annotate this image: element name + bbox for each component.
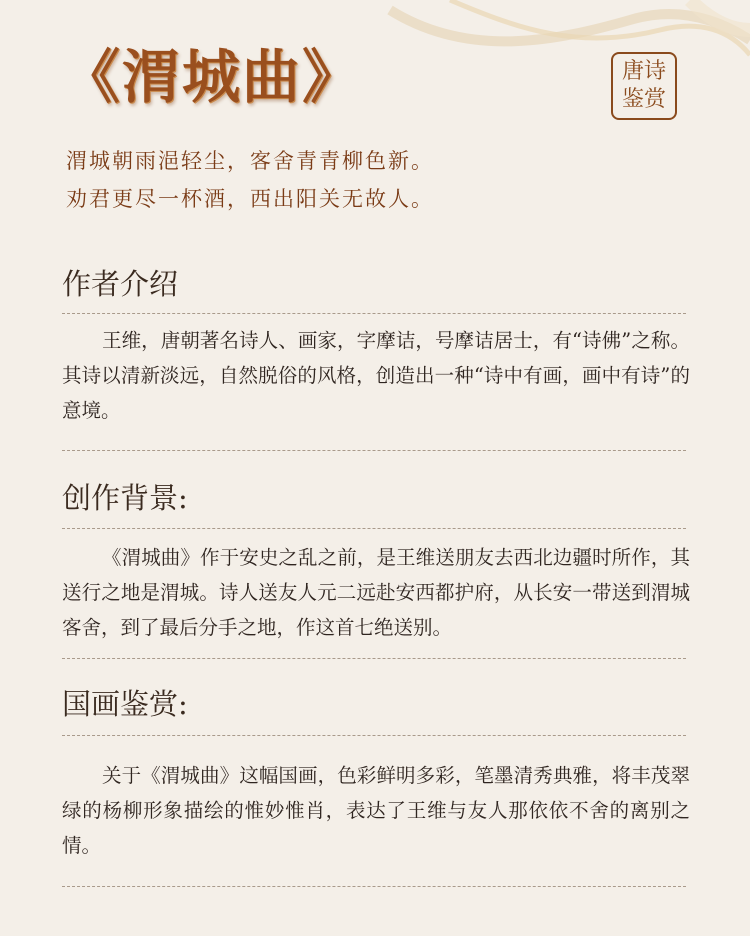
divider <box>62 528 686 529</box>
tang-poetry-seal <box>611 52 677 120</box>
divider <box>62 886 686 887</box>
divider <box>62 658 686 659</box>
seal-line-2: 鉴赏 <box>621 87 666 112</box>
section-body-author: 王维，唐朝著名诗人、画家，字摩诘，号摩诘居士，有“诗佛”之称。其诗以清新淡远，自然脱俗的风格，创造出一种“诗中有画，画中有诗”的意境。 <box>62 329 690 422</box>
divider <box>62 735 686 736</box>
decorative-swirl <box>330 0 750 90</box>
divider <box>62 450 686 451</box>
section-heading-author: 作者介绍 <box>62 267 179 301</box>
section-body-painting: 关于《渭城曲》这幅国画，色彩鲜明多彩，笔墨清秀典雅，将丰茂翠绿的杨柳形象描绘的惟妙惟肖，表达了王维与友人那依依不舍的离别之情。 <box>62 764 690 857</box>
divider <box>62 313 686 314</box>
section-heading-background: 创作背景: <box>62 481 188 515</box>
poem-line-2: 劝君更尽一杯酒，西出阳关无故人。 <box>66 187 434 211</box>
poem-text <box>66 142 434 218</box>
seal-line-1: 唐诗 <box>621 59 666 84</box>
page-title: 《渭城曲》 <box>62 43 363 111</box>
section-body-background: 《渭城曲》作于安史之乱之前，是王维送朋友去西北边疆时所作，其送行之地是渭城。诗人送友人元二远赴安西都护府，从长安一带送到渭城客舍，到了最后分手之地，作这首七绝送别。 <box>62 546 690 639</box>
section-heading-painting: 国画鉴赏: <box>62 687 188 721</box>
poem-line-1: 渭城朝雨浥轻尘，客舍青青柳色新。 <box>66 149 434 173</box>
